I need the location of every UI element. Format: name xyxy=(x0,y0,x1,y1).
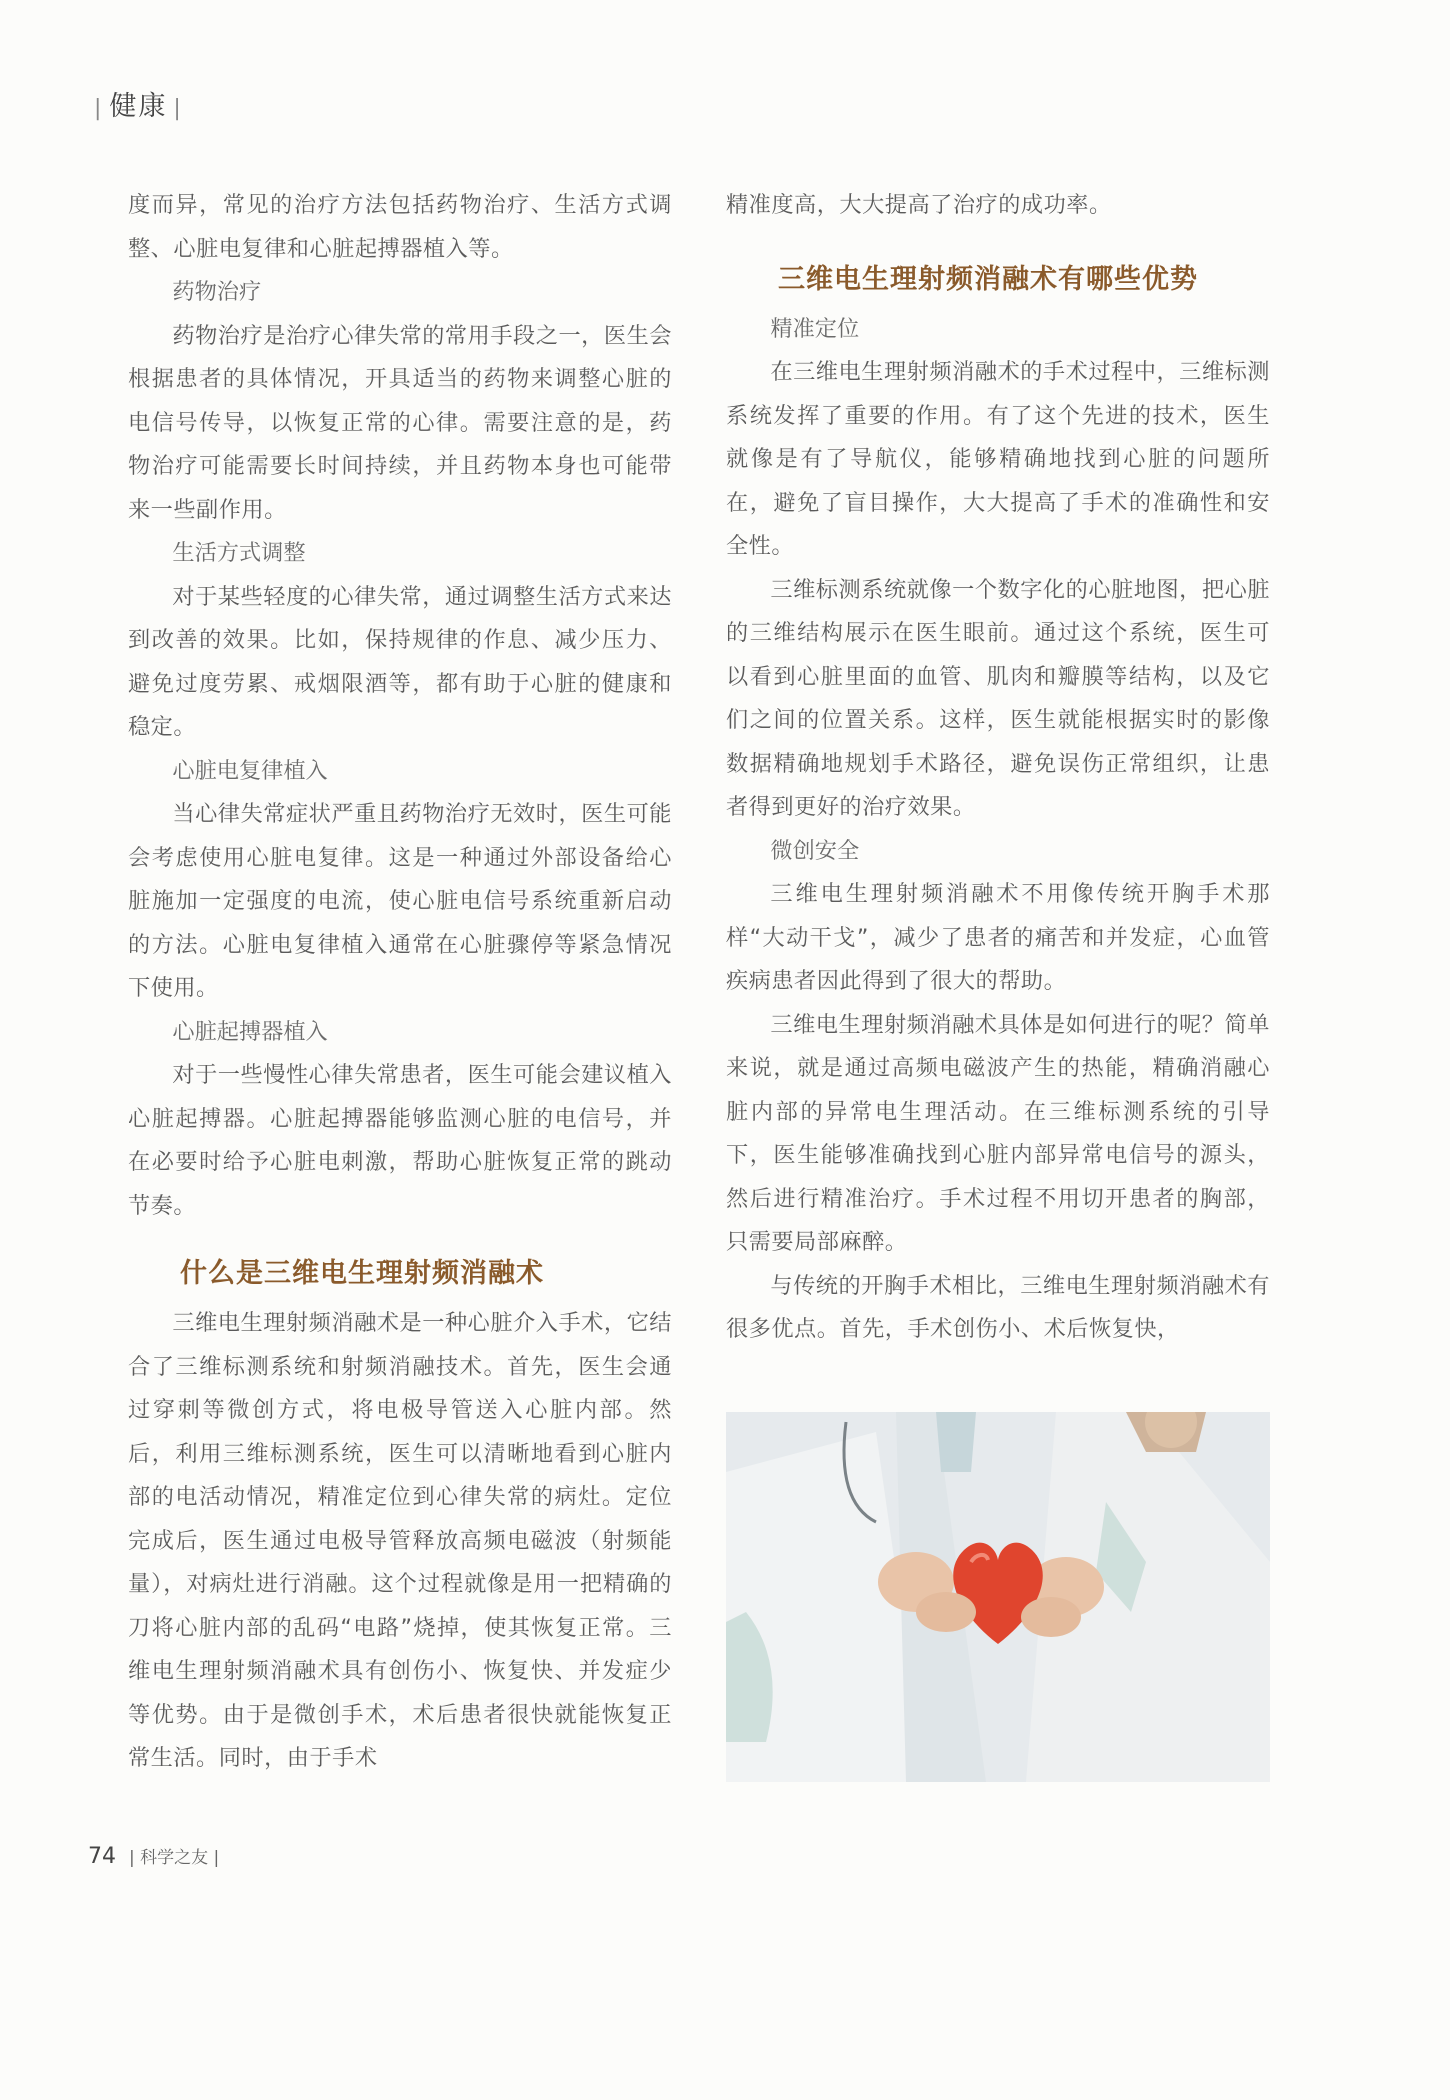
left-column xyxy=(128,184,672,1781)
page-footer xyxy=(88,1843,219,1869)
paragraph: 对于某些轻度的心律失常，通过调整生活方式来达到改善的效果。比如，保持规律的作息、减少压力、避免过度劳累、戒烟限酒等，都有助于心脏的健康和稳定。 xyxy=(128,583,672,740)
subheading: 药物治疗 xyxy=(172,279,262,305)
paragraph: 三维电生理射频消融术具体是如何进行的呢？简单来说，就是通过高频电磁波产生的热能，精确消融心脏内部的异常电生理活动。在三维标测系统的引导下，医生能够准确找到心脏内部异常电信号的源头，然后进行精准治疗。手术过程不用切开患者的胸部，只需要局部麻醉。 xyxy=(726,1011,1270,1255)
divider: | xyxy=(94,96,104,121)
journal-name: | 科学之友 | xyxy=(129,1848,220,1868)
paragraph: 与传统的开胸手术相比，三维电生理射频消融术有很多优点。首先，手术创伤小、术后恢复快， xyxy=(726,1272,1270,1342)
subheading: 心脏起搏器植入 xyxy=(172,1018,328,1045)
right-column xyxy=(726,184,1270,1352)
subheading: 精准定位 xyxy=(770,315,860,342)
journal-title: 科学之友 xyxy=(140,1848,209,1868)
divider: | xyxy=(173,96,183,121)
section-title: 健康 xyxy=(109,91,168,122)
page-number: 74 xyxy=(88,1844,116,1869)
paragraph: 在三维电生理射频消融术的手术过程中，三维标测系统发挥了重要的作用。有了这个先进的技术，医生就像是有了导航仪，能够精确地找到心脏的问题所在，避免了盲目操作，大大提高了手术的准确性和安全性。 xyxy=(726,359,1270,559)
paragraph: 精准度高，大大提高了治疗的成功率。 xyxy=(726,192,1112,218)
section-heading: 什么是三维电生理射频消融术 xyxy=(180,1258,544,1289)
paragraph: 度而异，常见的治疗方法包括药物治疗、生活方式调整、心脏电复律和心脏起搏器植入等。 xyxy=(128,192,672,262)
paragraph: 药物治疗是治疗心律失常的常用手段之一，医生会根据患者的具体情况，开具适当的药物来调整心脏的电信号传导，以恢复正常的心律。需要注意的是，药物治疗可能需要长时间持续，并且药物本身也可能带来一些副作用。 xyxy=(128,322,672,523)
subheading: 心脏电复律植入 xyxy=(172,757,328,784)
doctors-heart-photo xyxy=(726,1412,1270,1782)
paragraph: 三维标测系统就像一个数字化的心脏地图，把心脏的三维结构展示在医生眼前。通过这个系统，医生可以看到心脏里面的血管、肌肉和瓣膜等结构，以及它们之间的位置关系。这样，医生就能根据实时的影像数据精确地规划手术路径，避免误伤正常组织，让患者得到更好的治疗效果。 xyxy=(726,576,1270,820)
paragraph: 对于一些慢性心律失常患者，医生可能会建议植入心脏起搏器。心脏起搏器能够监测心脏的电信号，并在必要时给予心脏电刺激，帮助心脏恢复正常的跳动节奏。 xyxy=(128,1062,672,1219)
subheading: 生活方式调整 xyxy=(172,540,306,566)
section-heading: 三维电生理射频消融术有哪些优势 xyxy=(778,263,1198,295)
photo-illustration xyxy=(726,1412,1270,1782)
paragraph: 当心律失常症状严重且药物治疗无效时，医生可能会考虑使用心脏电复律。这是一种通过外部设备给心脏施加一定强度的电流，使心脏电信号系统重新启动的方法。心脏电复律植入通常在心脏骤停等紧急情况下使用。 xyxy=(128,801,672,1001)
section-tag xyxy=(88,84,189,123)
paragraph: 三维电生理射频消融术是一种心脏介入手术，它结合了三维标测系统和射频消融技术。首先，医生会通过穿刺等微创方式，将电极导管送入心脏内部。然后，利用三维标测系统，医生可以清晰地看到心脏内部的电活动情况，精准定位到心律失常的病灶。定位完成后，医生通过电极导管释放高频电磁波（射频能量），对病灶进行消融。这个过程就像是用一把精确的刀将心脏内部的乱码“电路”烧掉，使其恢复正常。三维电生理射频消融术具有创伤小、恢复快、并发症少等优势。由于是微创手术，术后患者很快就能恢复正常生活。同时，由于手术 xyxy=(128,1310,672,1771)
paragraph: 三维电生理射频消融术不用像传统开胸手术那样“大动干戈”，减少了患者的痛苦和并发症，心血管疾病患者因此得到了很大的帮助。 xyxy=(726,881,1270,994)
subheading: 微创安全 xyxy=(770,837,860,864)
